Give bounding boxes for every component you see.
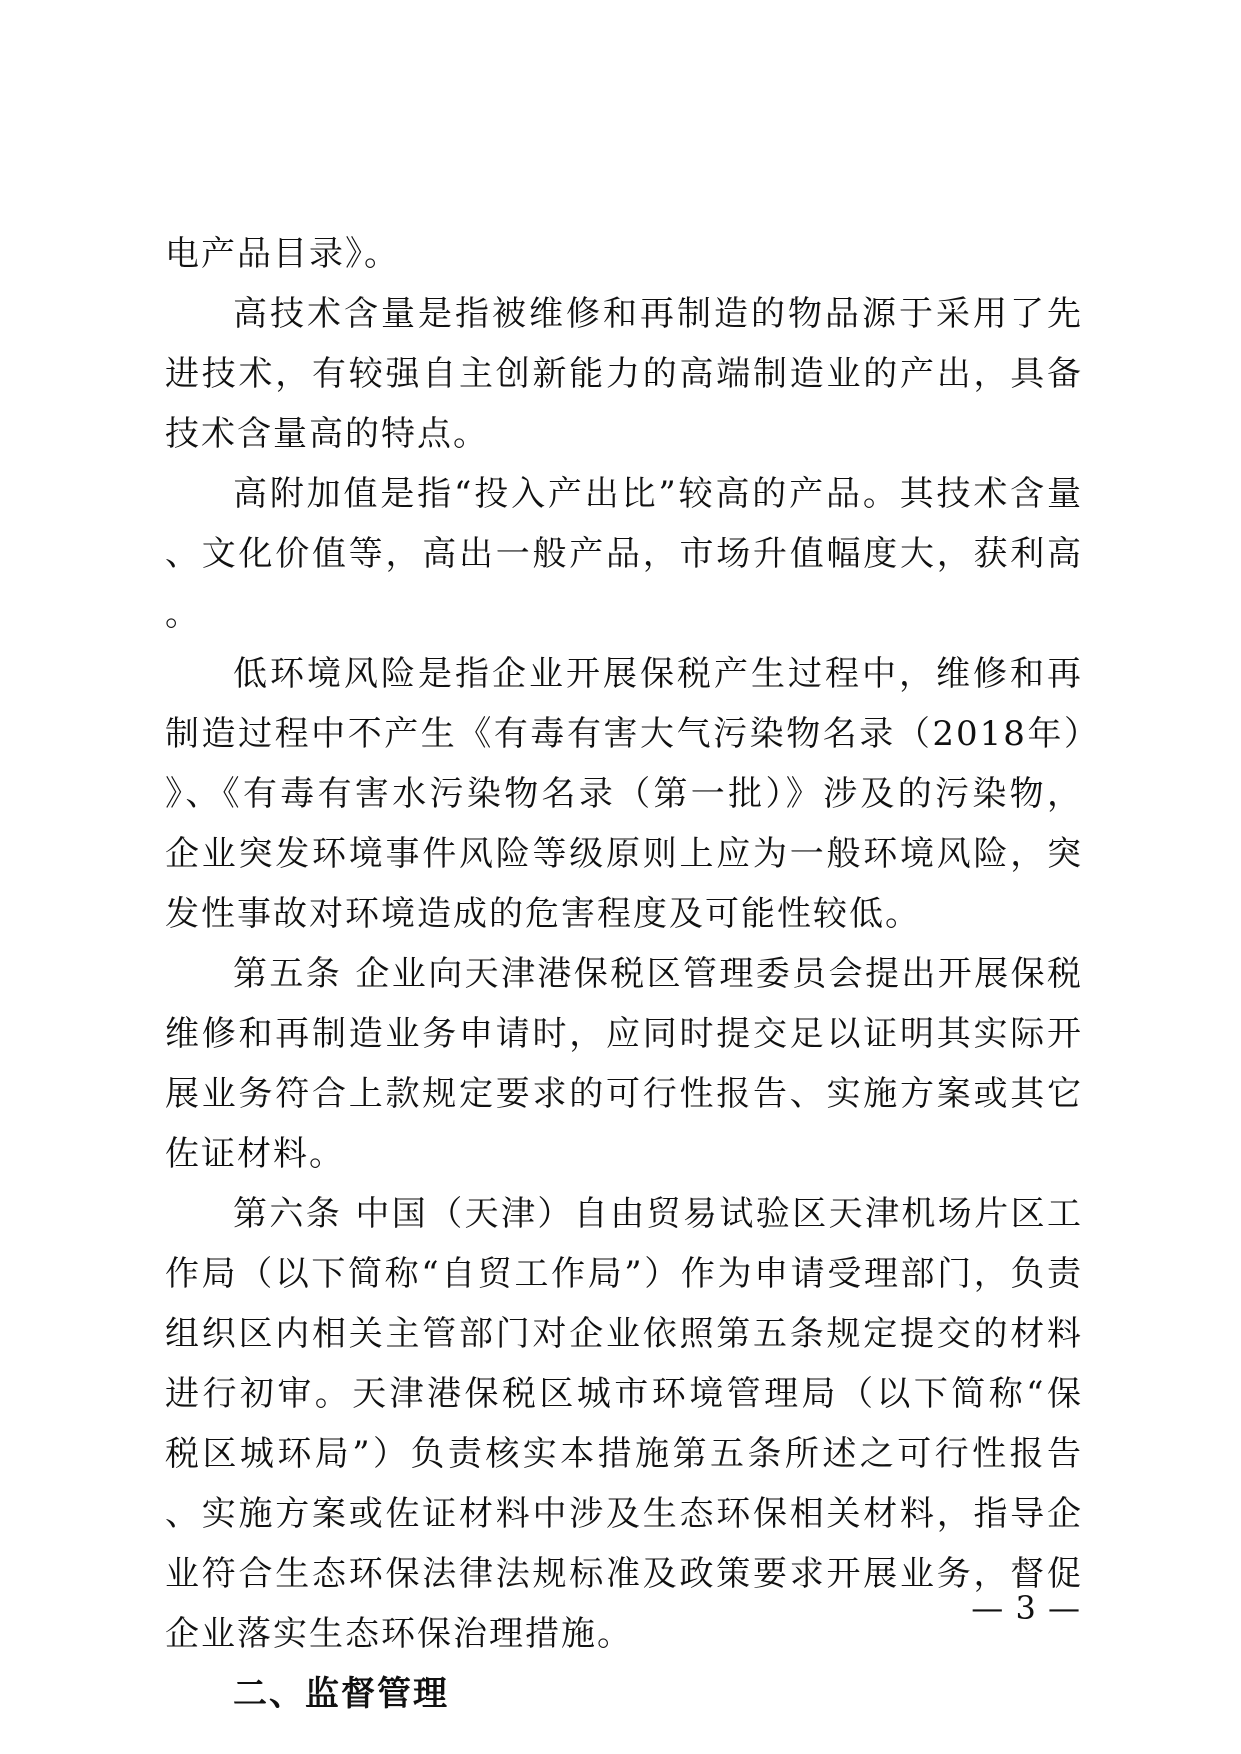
section-heading-supervision: 二、监督管理 bbox=[233, 1674, 449, 1714]
paragraph-high-value-definition: 高附加值是指“投入产出比”较高的产品。其技术含量、文化价值等，高出一般产品，市场升值幅度大，获利高。 bbox=[165, 474, 1083, 634]
document-body bbox=[165, 224, 1083, 1724]
paragraph-low-risk-definition: 低环境风险是指企业开展保税产生过程中，维修和再制造过程中不产生《有毒有害大气污染物名录（2018年）》、《有毒有害水污染物名录（第一批）》涉及的污染物，企业突发环境事件风险等级原则上应为一般环境风险，突发性事故对环境造成的危害程度及可能性较低。 bbox=[165, 654, 1083, 934]
paragraph-article-6: 第六条 中国（天津）自由贸易试验区天津机场片区工作局（以下简称“自贸工作局”）作为申请受理部门，负责组织区内相关主管部门对企业依照第五条规定提交的材料进行初审。天津港保税区城市环境管理局（以下简称“保税区城环局”）负责核实本措施第五条所述之可行性报告、实施方案或佐证材料中涉及生态环保相关材料，指导企业符合生态环保法律法规标准及政策要求开展业务，督促企业落实生态环保治理措施。 bbox=[165, 1194, 1083, 1654]
paragraph-high-tech-definition: 高技术含量是指被维修和再制造的物品源于采用了先进技术，有较强自主创新能力的高端制造业的产出，具备技术含量高的特点。 bbox=[165, 294, 1083, 454]
page-number: — 3 — bbox=[971, 1589, 1081, 1627]
paragraph-continuation: 电产品目录》。 bbox=[165, 234, 400, 274]
paragraph-article-5: 第五条 企业向天津港保税区管理委员会提出开展保税维修和再制造业务申请时，应同时提交足以证明其实际开展业务符合上款规定要求的可行性报告、实施方案或其它佐证材料。 bbox=[165, 954, 1083, 1174]
